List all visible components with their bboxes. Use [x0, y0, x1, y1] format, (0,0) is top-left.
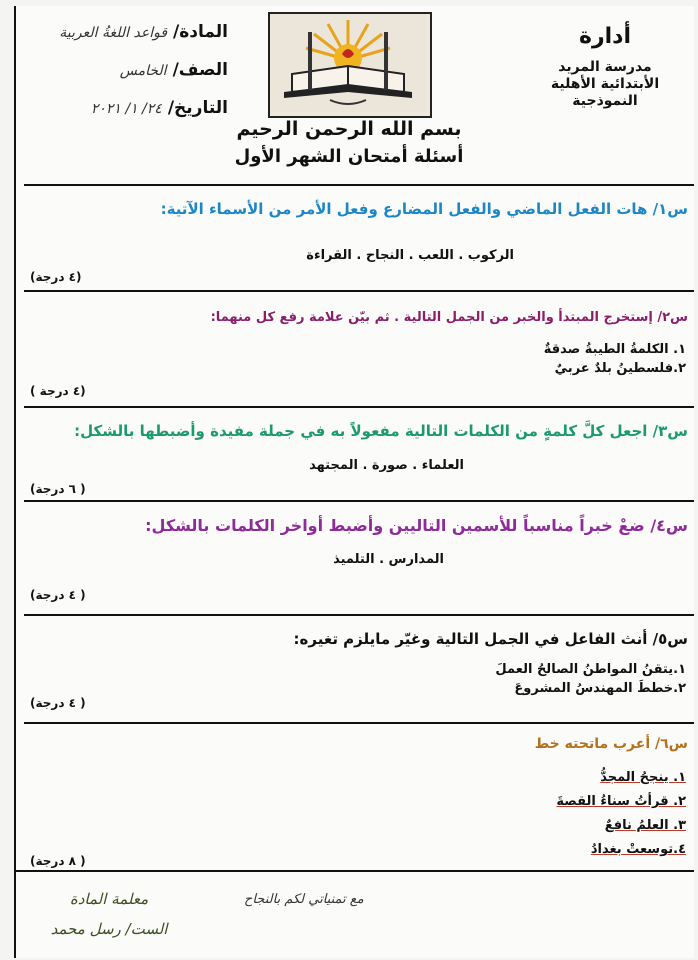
exam-header	[14, 6, 694, 184]
question-body: المدارس . التلميذ	[333, 552, 444, 567]
question-text: س١/ هات الفعل الماضي والفعل المضارع وفعل الأمر من الأسماء الآتية:	[160, 200, 688, 218]
subject-value: قواعد اللغةُ العربية	[59, 25, 168, 41]
question-3	[24, 406, 694, 502]
teacher-signature	[44, 884, 174, 944]
list-item: ١. ينجحُ المجدُّ	[600, 770, 686, 785]
class-value: الخامس	[119, 63, 167, 79]
question-grade: ( ٦ درجة)	[30, 482, 86, 496]
list-item: ٣. العلمُ نافعٌ	[604, 818, 686, 833]
question-body: العلماء . صورة . المجتهد	[309, 458, 464, 473]
exam-meta	[28, 22, 228, 136]
question-items	[544, 340, 686, 378]
school-block	[530, 24, 680, 110]
question-body: الركوب . اللعب . النجاح . القراءة	[306, 248, 514, 263]
question-grade: ( ٤ درجة)	[30, 588, 86, 602]
teacher-name: الست/ رسل محمد	[50, 920, 168, 938]
question-grade: ( ٨ درجة)	[30, 854, 86, 868]
school-name-2: الأبتدائية الأهلية	[550, 76, 660, 92]
question-text: س٥/ أنث الفاعل في الجمل التالية وغيّر مايلزم تغيره:	[293, 630, 688, 648]
question-text: س٦/ أعرب ماتحته خط	[534, 736, 688, 752]
list-item: ٢.فلسطينُ بلدٌ عربيٌ	[554, 361, 686, 376]
list-item: ١.يتقنُ المواطنُ الصالحُ العملَ	[495, 662, 686, 677]
question-text: س٣/ اجعل كلَّ كلمةٍ من الكلمات التالية مفعولاً به في جملة مفيدة وأضبطها بالشكل:	[74, 422, 688, 440]
teacher-title: معلمة المادة	[69, 890, 149, 908]
question-1	[24, 184, 694, 292]
list-item: ١. الكلمةُ الطيبةُ صدقةٌ	[543, 342, 686, 357]
question-grade: ( ٤ درجة)	[30, 696, 86, 710]
question-5	[24, 614, 694, 724]
question-grade: (٤ درجة)	[30, 270, 82, 284]
admin-title: أدارة	[578, 24, 632, 49]
question-grade: (٤ درجة )	[30, 384, 86, 398]
school-name-3: النموذجية	[572, 93, 638, 109]
list-item: ٢. قرأتُ سناءُ القصةَ	[556, 794, 686, 809]
question-4	[24, 500, 694, 616]
question-6	[24, 722, 694, 872]
subject-label: المادة/	[173, 22, 228, 42]
date-value: ٢٤/ ١/ ٢٠٢١	[90, 101, 162, 117]
question-items	[556, 766, 686, 862]
school-name-1: مدرسة المريد	[558, 59, 652, 75]
date-label: التاريخ/	[167, 98, 228, 118]
list-item: ٤.توسعتْ بغدادُ	[590, 842, 686, 857]
list-item: ٢.خططَ المهندسُ المشروعَ	[514, 681, 686, 696]
good-luck-note: مع تمنياتي لكم بالنجاح	[244, 892, 364, 907]
basmala: بسم الله الرحمن الرحيم	[236, 118, 462, 140]
school-logo	[268, 12, 432, 118]
question-text: س٤/ ضعْ خبراً مناسباً للأسمين التاليين وأضبط أواخر الكلمات بالشكل:	[145, 516, 688, 535]
exam-title: أسئلة أمتحان الشهر الأول	[234, 146, 464, 167]
question-text: س٢/ إستخرج المبتدأ والخبر من الجمل التالية . ثم بيّن علامة رفع كل منهما:	[210, 310, 688, 325]
book-sun-logo-icon	[270, 14, 426, 112]
class-label: الصف/	[172, 60, 228, 80]
exam-footer	[14, 870, 694, 960]
exam-sheet	[14, 6, 694, 958]
question-items	[495, 660, 686, 698]
question-2	[24, 290, 694, 408]
